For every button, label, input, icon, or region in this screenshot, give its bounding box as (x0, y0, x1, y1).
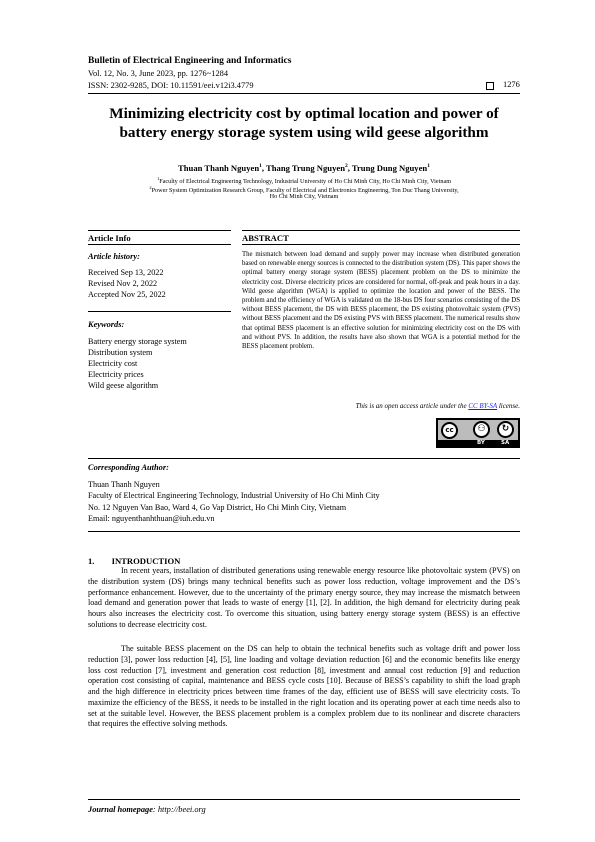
journal-homepage: Journal homepage: http://beei.org (88, 805, 206, 814)
page-icon (486, 82, 494, 90)
article-info-rule (88, 244, 231, 245)
affiliation-2-cont: Ho Chi Minh City, Vietnam (269, 193, 339, 200)
intro-paragraph-1: In recent years, installation of distributed generations using renewable energy resource like photovoltaic system (PVS) on the distribution system (DS) brings many technical benefits such as power loss reduction, voltage improvement and the DS’s performance enhancement. However, due to the uncertainty of the primary energy source, they may increase the mismatch between load demand and generation power that leads to waste of energy [1], [2]. In addition, the high demand for electricity during peak hours also increases the electricity cost. To overcome this situation, using battery energy storage system (BESS) is an effective solutions to decrease electricity cost. (88, 566, 520, 629)
keyword-item: Wild geese algorithm (88, 381, 159, 390)
corresponding-name: Thuan Thanh Nguyen (88, 480, 160, 489)
keyword-item: Distribution system (88, 348, 153, 357)
journal-volume: Vol. 12, No. 3, June 2023, pp. 1276~1284 (88, 69, 229, 78)
abstract-text: The mismatch between load demand and supply power may increase when distributed generation based on renewable energy sources is connected to the distribution system (DS). This paper shows the optimal battery energy storage system (BESS) placement problem on the DS to minimize the electricity cost. Diverse electricity prices are considered for normal, off-peak and peak hours in a day. Wild geese algorithm (WGA) is applied to optimize the location and power of the BESS. The problem and the efficiency of WGA is validated on the 18-bus DS four scenarios consisting of the DS without BESS placement, the DS with BESS placement, the DS existing photovoltaic system (PVS) without BESS placement and the DS existing PVS with BESS placement. The numerical results show that optimal BESS placement is an effective solution for minimizing electricity cost on the DS with and without PVS. In addition, the results have also shown that WGA is a potential method for the BESS placement problem. (242, 251, 520, 351)
paper-title: Minimizing electricity cost by optimal location and power of battery energy storage system using wild geese algorithm (109, 105, 499, 141)
author-list: Thuan Thanh Nguyen$^1$, Thang Trung Nguyen$^2$, Trung Dung Nguyen$^1$ (178, 163, 430, 173)
badge-by-label: BY (477, 440, 485, 446)
corresponding-affiliation: Faculty of Electrical Engineering Technology, Industrial University of Ho Chi Minh City (88, 491, 380, 500)
corresponding-heading: Corresponding Author: (88, 463, 169, 472)
received-date: Received Sep 13, 2022 (88, 268, 164, 277)
author-3: Trung Dung Nguyen (351, 163, 428, 173)
article-info-top-rule (88, 230, 231, 231)
corresponding-top-rule (88, 458, 520, 459)
author-2-sup: 2 (344, 163, 348, 170)
article-info-heading: Article Info (88, 233, 131, 243)
keyword-item: Battery energy storage system (88, 337, 187, 346)
corresponding-email: Email: nguyenthanhthuan@iuh.edu.vn (88, 514, 215, 523)
affiliation-1: $^1$Faculty of Electrical Engineering Technology, Industrial University of Ho Chi Minh City, Ho Chi Minh City, Vietnam (156, 176, 452, 186)
affiliation-2: $^2$Power System Optimization Research Group, Faculty of Electrical and Electronics Engineering, Ton Duc Thang University, (149, 185, 459, 195)
cc-by-sa-badge[interactable] (436, 418, 520, 448)
author-1-sup: 1 (259, 163, 262, 170)
author-2: Thang Trung Nguyen (266, 163, 345, 173)
abstract-heading: ABSTRACT (242, 233, 289, 243)
intro-paragraph-2: The suitable BESS placement on the DS can help to obtain the technical benefits such as voltage drift and power loss reduction [3], power loss reduction [4], [5], line loading and voltage deviation reduction [6] and the economic benefits like energy loss cost reduction [7], investment and generation cost reduction [8], investment and annual cost reduction [9] and reduction operation cost consisting of capital, maintenance and BESS cycle costs [10]. Because of BESS’s capability to shift the load graph and the high difference in electricity prices between time frames of the day, efficient use of BESS will save electricity costs. To maximize the efficiency of the BESS, it needs to be installed in the right location and its operating power at each time needs also to set at the suitable level. However, the BESS placement problem is a complex problem due to its nonlinear and discrete characters that requires the effective solving methods. (88, 644, 520, 729)
author-1: Thuan Thanh Nguyen (178, 163, 260, 173)
homepage-link[interactable]: http://beei.org (157, 805, 206, 814)
author-3-sup: 1 (427, 163, 430, 170)
corresponding-bottom-rule (88, 531, 520, 532)
abstract-rule (242, 244, 520, 245)
badge-sa-label: SA (501, 440, 510, 446)
attribution-icon: ⚇ (473, 421, 490, 438)
creative-commons-icon: cc (441, 422, 458, 439)
share-alike-icon: ↻ (497, 421, 514, 438)
journal-issn-doi: ISSN: 2302-9285, DOI: 10.11591/eei.v12i3.4779 (88, 81, 254, 90)
keyword-item: Electricity cost (88, 359, 138, 368)
header-rule (88, 93, 520, 94)
section-heading: 1. INTRODUCTION (88, 556, 181, 566)
cc-by-sa-link[interactable]: CC BY-SA (468, 402, 498, 410)
footer-rule (88, 799, 520, 800)
keyword-item: Electricity prices (88, 370, 144, 379)
article-history-heading: Article history: (88, 252, 140, 261)
open-access-note: This is an open access article under the CC BY-SA license. (355, 402, 520, 410)
revised-date: Revised Nov 2, 2022 (88, 279, 158, 288)
keywords-heading: Keywords: (88, 320, 125, 329)
corresponding-address: No. 12 Nguyen Van Bao, Ward 4, Go Vap District, Ho Chi Minh City, Vietnam (88, 503, 347, 512)
accepted-date: Accepted Nov 25, 2022 (88, 290, 166, 299)
abstract-top-rule (242, 230, 520, 231)
keywords-rule (88, 311, 231, 312)
page-number: 1276 (503, 80, 520, 89)
journal-name: Bulletin of Electrical Engineering and Informatics (88, 56, 292, 66)
